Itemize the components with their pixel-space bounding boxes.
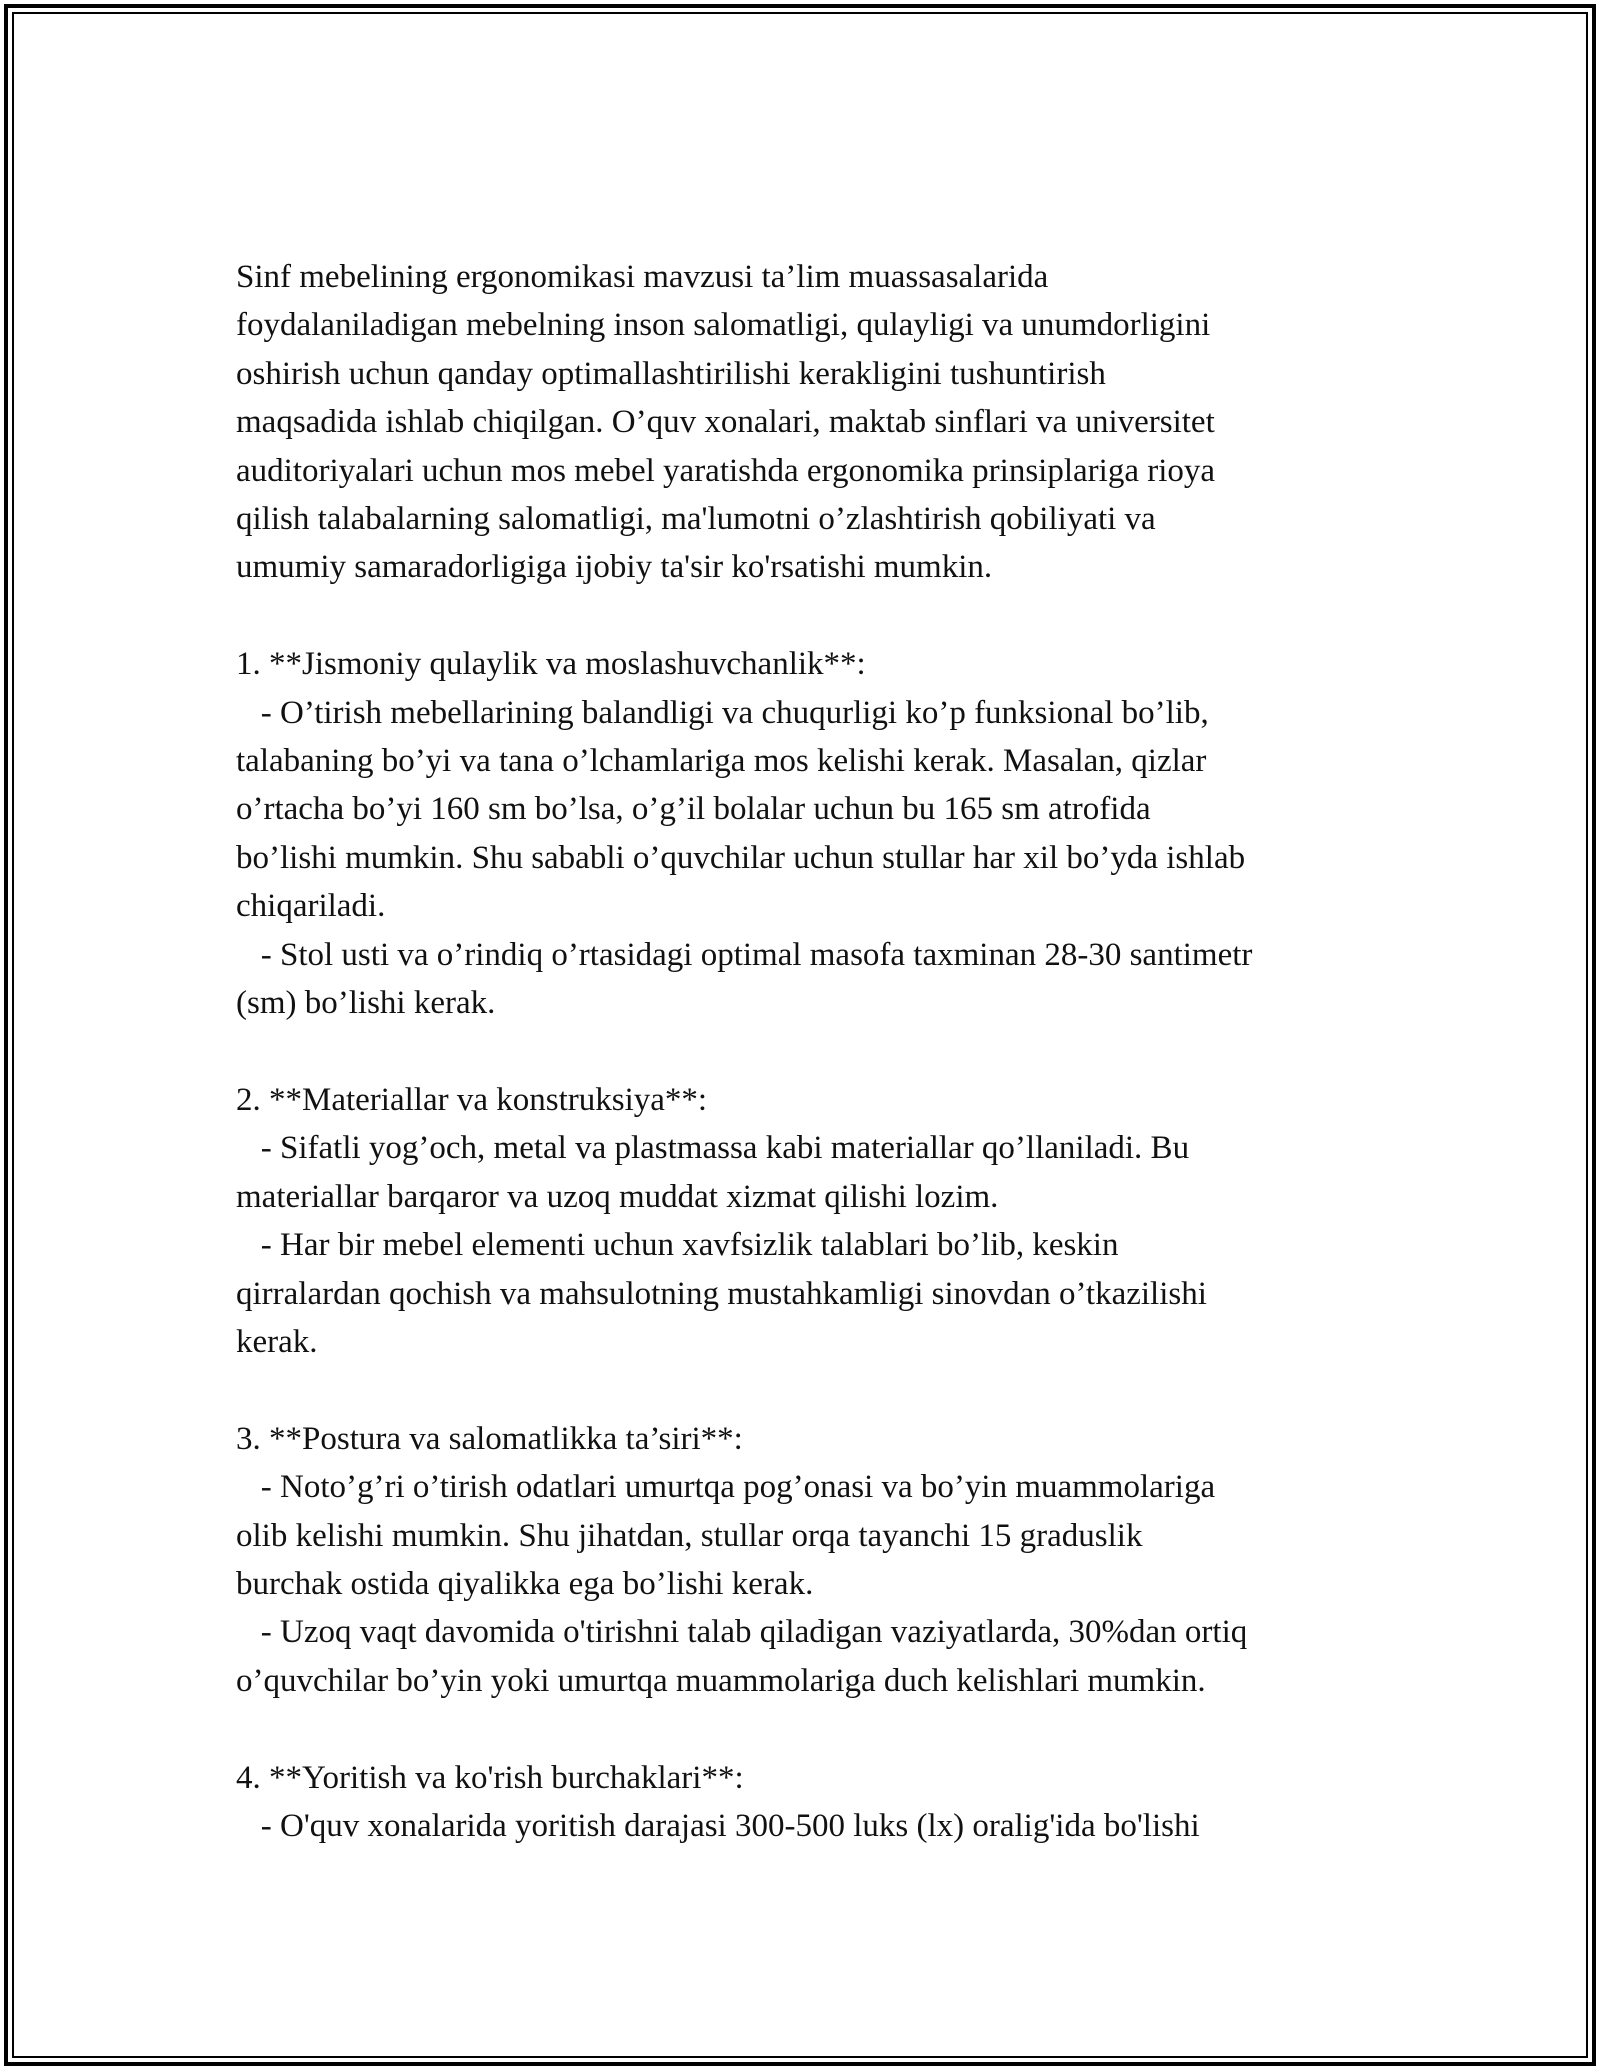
section-4 <box>236 1754 1386 1851</box>
text-line: - Noto’g’ri o’tirish odatlari umurtqa pog’onasi va bo’yin muammolariga <box>236 1469 1216 1506</box>
text-line: oshirish uchun qanday optimallashtirilishi kerakligini tushuntirish <box>236 355 1106 392</box>
text-line: materiallar barqaror va uzoq muddat xizmat qilishi lozim. <box>236 1178 999 1215</box>
section-heading: 3. **Postura va salomatlikka ta’siri**: <box>236 1420 743 1457</box>
paragraph-gap <box>236 592 1386 640</box>
section-heading: 4. **Yoritish va ko'rish burchaklari**: <box>236 1759 744 1796</box>
text-line: bo’lishi mumkin. Shu sababli o’quvchilar uchun stullar har xil bo’yda ishlab <box>236 839 1246 876</box>
paragraph-gap <box>236 1027 1386 1075</box>
text-line: o’quvchilar bo’yin yoki umurtqa muammolariga duch kelishlari mumkin. <box>236 1662 1206 1699</box>
intro-paragraph <box>236 253 1386 592</box>
text-line: (sm) bo’lishi kerak. <box>236 985 496 1022</box>
text-line: - Har bir mebel elementi uchun xavfsizlik talablari bo’lib, keskin <box>236 1227 1119 1264</box>
text-line: - Sifatli yog’och, metal va plastmassa kabi materiallar qo’llaniladi. Bu <box>236 1130 1190 1167</box>
section-heading: 2. **Materiallar va konstruksiya**: <box>236 1081 708 1118</box>
text-line: - Stol usti va o’rindiq o’rtasidagi optimal masofa taxminan 28-30 santimetr <box>236 936 1253 973</box>
text-line: foydalaniladigan mebelning inson salomatligi, qulayligi va unumdorligini <box>236 307 1211 344</box>
text-line: qirralardan qochish va mahsulotning mustahkamligi sinovdan o’tkazilishi <box>236 1275 1207 1312</box>
section-3 <box>236 1415 1386 1705</box>
paragraph-gap <box>236 1366 1386 1414</box>
section-2 <box>236 1076 1386 1366</box>
paragraph-gap <box>236 1705 1386 1753</box>
text-line: - O’tirish mebellarining balandligi va chuqurligi ko’p funksional bo’lib, <box>236 694 1209 731</box>
text-line: Sinf mebelining ergonomikasi mavzusi ta’lim muassasalarida <box>236 259 1049 295</box>
section-1 <box>236 640 1386 1027</box>
text-line: maqsadida ishlab chiqilgan. O’quv xonalari, maktab sinflari va universitet <box>236 404 1215 441</box>
text-line: talabaning bo’yi va tana o’lchamlariga mos kelishi kerak. Masalan, qizlar <box>236 743 1207 780</box>
text-line: umumiy samaradorligiga ijobiy ta'sir ko'rsatishi mumkin. <box>236 549 993 586</box>
text-line: kerak. <box>236 1323 318 1360</box>
text-line: auditoriyalari uchun mos mebel yaratishda ergonomika prinsiplariga rioya <box>236 452 1216 489</box>
text-line: - Uzoq vaqt davomida o'tirishni talab qiladigan vaziyatlarda, 30%dan ortiq <box>236 1614 1248 1651</box>
text-line: qilish talabalarning salomatligi, ma'lumotni o’zlashtirish qobiliyati va <box>236 501 1156 538</box>
text-line: o’rtacha bo’yi 160 sm bo’lsa, o’g’il bolalar uchun bu 165 sm atrofida <box>236 791 1151 828</box>
document-body <box>236 253 1386 1850</box>
text-line: - O'quv xonalarida yoritish darajasi 300-500 luks (lx) oralig'ida bo'lishi <box>236 1807 1200 1844</box>
text-line: burchak ostida qiyalikka ega bo’lishi kerak. <box>236 1565 814 1602</box>
section-heading: 1. **Jismoniy qulaylik va moslashuvchanlik**: <box>236 646 866 683</box>
text-line: chiqariladi. <box>236 888 386 925</box>
text-line: olib kelishi mumkin. Shu jihatdan, stullar orqa tayanchi 15 graduslik <box>236 1517 1143 1554</box>
